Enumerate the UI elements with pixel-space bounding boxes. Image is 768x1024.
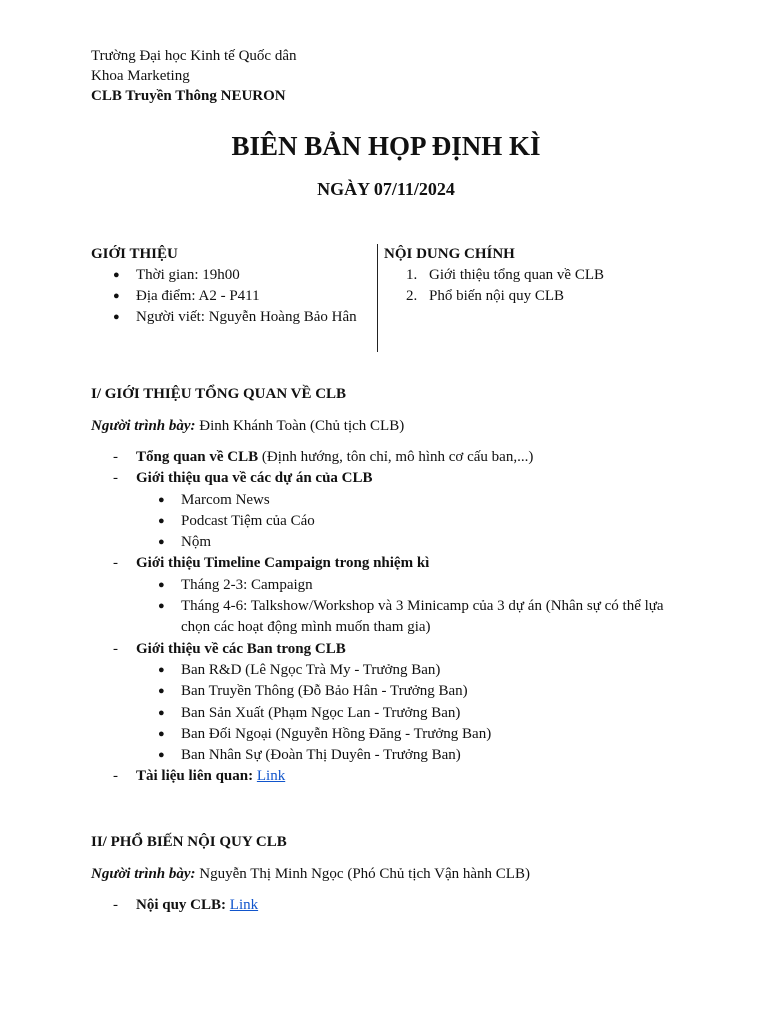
presenter-label: Người trình bày: (91, 866, 196, 882)
faculty-name: Khoa Marketing (91, 68, 190, 84)
sub-item-text: Tháng 2-3: Campaign (181, 576, 313, 593)
dash-marker: - (113, 449, 118, 465)
list-item (91, 639, 681, 767)
bullet-marker: ● (158, 749, 165, 762)
section2-presenter (91, 863, 681, 885)
sub-item-text: Ban Sản Xuất (Phạm Ngọc Lan - Trưởng Ban) (181, 704, 461, 721)
section1-docs (91, 766, 681, 787)
university-name: Trường Đại học Kinh tế Quốc dân (91, 48, 297, 64)
item-title: Giới thiệu qua về các dự án của CLB (136, 470, 373, 487)
main-content-item: Giới thiệu tổng quan về CLB (429, 267, 604, 283)
sub-list-item (136, 703, 681, 724)
sub-item-text: Ban R&D (Lê Ngọc Trà My - Trưởng Ban) (181, 661, 441, 678)
intro-time: Thời gian: 19h00 (136, 267, 240, 283)
bullet-marker: ● (158, 514, 165, 527)
bullet-marker: ● (158, 578, 165, 591)
sub-list-item (136, 745, 681, 766)
list-item (91, 553, 681, 638)
sub-item-text: Podcast Tiệm của Cáo (181, 512, 315, 529)
intro-writer: Người viết: Nguyễn Hoàng Bảo Hân (136, 309, 357, 325)
document-title: BIÊN BẢN HỌP ĐỊNH KÌ (231, 131, 541, 161)
list-item (384, 265, 681, 286)
dash-marker: - (113, 768, 118, 785)
sub-list-item (136, 596, 681, 639)
dash-marker: - (113, 470, 118, 487)
bullet-marker: ● (158, 727, 165, 740)
bullet-marker: ● (158, 600, 165, 613)
list-item (91, 265, 371, 286)
sub-list-item (136, 575, 681, 596)
overview-table (91, 243, 681, 353)
dash-marker: - (113, 897, 118, 913)
sub-item-text: Ban Nhân Sự (Đoàn Thị Duyên - Trưởng Ban) (181, 747, 461, 764)
meeting-date: NGÀY 07/11/2024 (317, 179, 455, 199)
presenter-name: Nguyễn Thị Minh Ngọc (Phó Chủ tịch Vận hành CLB) (199, 866, 530, 882)
list-item (91, 447, 681, 468)
rules-label: Nội quy CLB: (136, 897, 227, 913)
sub-list (136, 490, 681, 554)
item-title: Giới thiệu về các Ban trong CLB (136, 640, 346, 657)
bullet-marker: ● (158, 536, 165, 549)
sub-item-text: Ban Đối Ngoại (Nguyễn Hồng Đăng - Trưởng Ban) (181, 725, 492, 742)
item-title: Giới thiệu Timeline Campaign trong nhiệm kì (136, 555, 430, 572)
item-title: Tổng quan về CLB (136, 449, 259, 465)
sub-list-item (136, 724, 681, 745)
sub-item-text: Ban Truyền Thông (Đỗ Bảo Hân - Trưởng Ban) (181, 683, 468, 700)
dash-marker: - (113, 555, 118, 572)
section1-heading: I/ GIỚI THIỆU TỔNG QUAN VỀ CLB (91, 386, 347, 402)
list-item (91, 766, 681, 787)
sub-item-text: Tháng 4-6: Talkshow/Workshop và 3 Minicamp của 3 dự án (Nhân sự có thể lựa chọn các hoạt động mình muốn tham gia) (181, 598, 664, 636)
intro-column (91, 243, 371, 328)
section1-presenter (91, 415, 681, 437)
bullet-marker: ● (113, 290, 120, 302)
presenter-name: Đinh Khánh Toàn (Chủ tịch CLB) (199, 418, 405, 434)
bullet-marker: ● (158, 706, 165, 719)
list-item (91, 307, 371, 328)
main-content-column (384, 243, 681, 307)
number-marker: 2. (406, 288, 418, 304)
bullet-marker: ● (113, 311, 120, 323)
section1-items (91, 447, 681, 766)
intro-location: Địa điểm: A2 - P411 (136, 288, 260, 304)
section2-items (91, 895, 681, 916)
bullet-marker: ● (158, 493, 165, 506)
intro-heading: GIỚI THIỆU (91, 246, 178, 262)
sub-list-item (136, 681, 681, 702)
bullet-marker: ● (113, 269, 120, 281)
bullet-marker: ● (158, 685, 165, 698)
club-name: CLB Truyền Thông NEURON (91, 88, 286, 104)
main-content-list (384, 265, 681, 307)
number-marker: 1. (406, 267, 418, 283)
docs-label: Tài liệu liên quan: (136, 768, 254, 785)
sub-list-item (136, 660, 681, 681)
dash-marker: - (113, 640, 118, 657)
presenter-label: Người trình bày: (91, 418, 196, 434)
main-content-item: Phổ biến nội quy CLB (429, 288, 565, 304)
list-item (91, 468, 681, 553)
sub-list-item (136, 532, 681, 553)
docs-link[interactable]: Link (256, 768, 286, 785)
document-header (91, 46, 296, 106)
list-item (384, 286, 681, 307)
item-detail: (Định hướng, tôn chỉ, mô hình cơ cấu ban,...) (258, 449, 534, 465)
sub-list-item (136, 511, 681, 532)
intro-list (91, 265, 371, 328)
list-item (91, 286, 371, 307)
sub-list (136, 575, 681, 639)
column-divider (377, 244, 378, 352)
list-item (91, 895, 681, 916)
sub-list-item (136, 490, 681, 511)
sub-list (136, 660, 681, 766)
sub-item-text: Marcom News (181, 491, 270, 508)
sub-item-text: Nộm (181, 534, 211, 551)
rules-link[interactable]: Link (229, 897, 259, 913)
section2-heading: II/ PHỔ BIẾN NỘI QUY CLB (91, 834, 287, 850)
section-club-rules (91, 831, 681, 916)
bullet-marker: ● (158, 663, 165, 676)
main-content-heading: NỘI DUNG CHÍNH (384, 246, 515, 262)
section-club-overview (91, 383, 681, 788)
